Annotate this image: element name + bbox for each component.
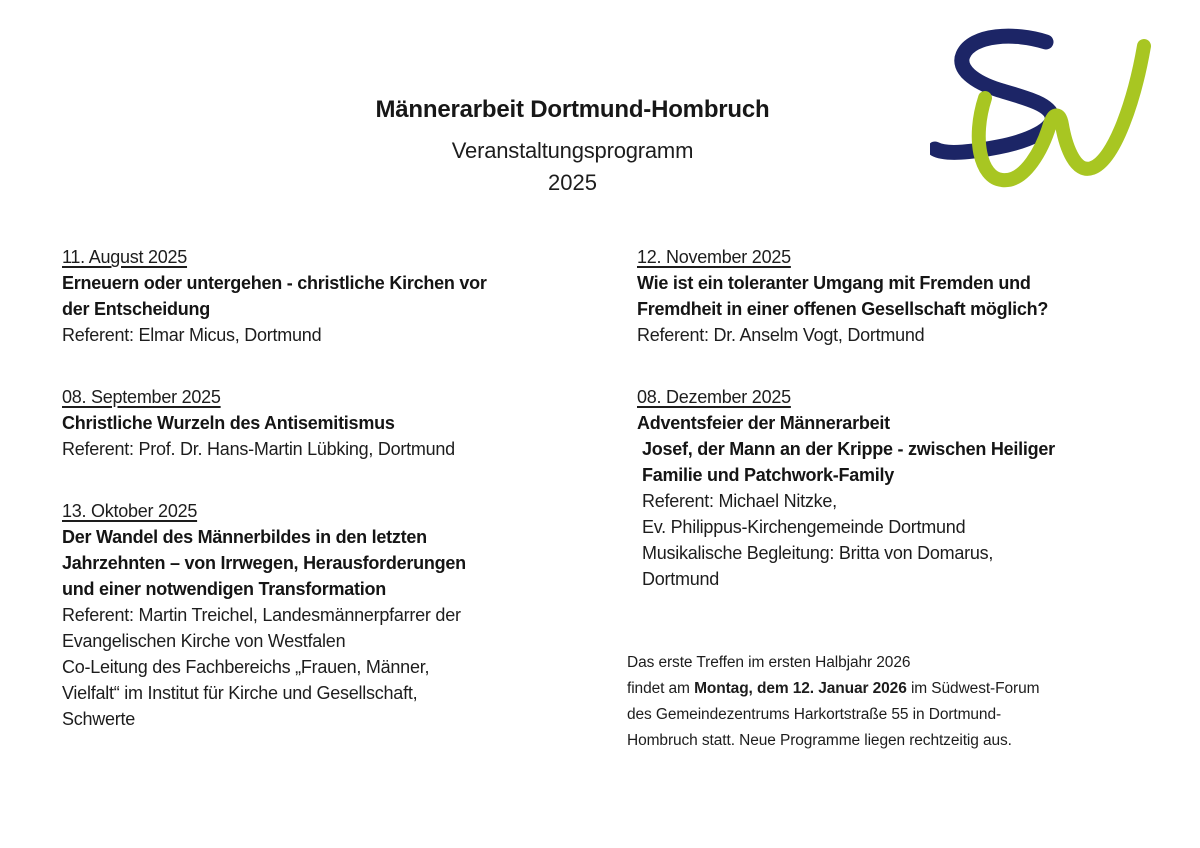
event-september	[62, 384, 622, 462]
note-line: des Gemeindezentrums Harkortstraße 55 in Dortmund-	[627, 706, 1002, 723]
event-date	[637, 244, 1197, 270]
event-dezember	[637, 384, 1197, 592]
events-column-left	[62, 244, 622, 768]
events-column-right	[637, 244, 1197, 628]
next-meeting-note	[627, 650, 1187, 754]
page-title: Männerarbeit Dortmund-Hombruch	[375, 96, 770, 123]
event-title-line: Der Wandel des Männerbildes in den letzten	[62, 527, 427, 547]
event-date	[62, 384, 622, 410]
event-august	[62, 244, 622, 348]
event-date-text: 11. August 2025	[62, 247, 188, 267]
note-text: findet am	[627, 680, 695, 697]
event-title-line: Fremdheit in einer offenen Gesellschaft möglich?	[637, 299, 1049, 319]
event-title-line: Erneuern oder untergehen - christliche Kirchen vor	[62, 273, 487, 293]
event-detail-line: Referent: Michael Nitzke,	[642, 491, 837, 511]
event-detail-line: Dortmund	[642, 569, 720, 589]
note-line: Hombruch statt. Neue Programme liegen rechtzeitig aus.	[627, 732, 1012, 749]
event-date	[62, 244, 622, 270]
program-year: 2025	[548, 170, 597, 195]
event-title-line: Wie ist ein toleranter Umgang mit Fremden und	[637, 273, 1031, 293]
event-date	[62, 498, 622, 524]
event-detail-line: Evangelischen Kirche von Westfalen	[62, 631, 346, 651]
event-title-line: Christliche Wurzeln des Antisemitismus	[62, 413, 395, 433]
event-title-line: Josef, der Mann an der Krippe - zwischen Heiliger	[642, 439, 1055, 459]
event-detail-line: Schwerte	[62, 709, 136, 729]
event-title-line: Familie und Patchwork-Family	[642, 465, 895, 485]
event-title-line: Adventsfeier der Männerarbeit	[637, 413, 890, 433]
event-date-text: 12. November 2025	[637, 247, 791, 267]
event-detail-line: Co-Leitung des Fachbereichs „Frauen, Männer,	[62, 657, 430, 677]
event-date-text: 08. Dezember 2025	[637, 387, 791, 407]
event-detail-line: Referent: Dr. Anselm Vogt, Dortmund	[637, 325, 925, 345]
event-detail-line: Vielfalt“ im Institut für Kirche und Gesellschaft,	[62, 683, 418, 703]
page-subtitle: Veranstaltungsprogramm	[451, 138, 694, 163]
event-title-line: und einer notwendigen Transformation	[62, 579, 387, 599]
note-line	[627, 676, 1187, 702]
event-detail-line: Referent: Elmar Micus, Dortmund	[62, 325, 322, 345]
event-date-text: 08. September 2025	[62, 387, 221, 407]
event-detail-line: Referent: Prof. Dr. Hans-Martin Lübking, Dortmund	[62, 439, 455, 459]
event-detail-line: Musikalische Begleitung: Britta von Domarus,	[642, 543, 994, 563]
event-date	[637, 384, 1197, 410]
sw-logo-icon	[930, 26, 1152, 194]
event-date-text: 13. Oktober 2025	[62, 501, 198, 521]
event-title-line: der Entscheidung	[62, 299, 211, 319]
note-line: Das erste Treffen im ersten Halbjahr 2026	[627, 654, 911, 671]
event-november	[637, 244, 1197, 348]
note-text: im Südwest-Forum	[906, 680, 1040, 697]
event-detail-line: Ev. Philippus-Kirchengemeinde Dortmund	[642, 517, 966, 537]
logo-w-stroke	[979, 46, 1144, 180]
event-title-line: Jahrzehnten – von Irrwegen, Herausforderungen	[62, 553, 466, 573]
note-date-bold: Montag, dem 12. Januar 2026	[694, 680, 907, 697]
event-oktober	[62, 498, 622, 732]
logo-s-stroke	[935, 36, 1052, 152]
event-detail-line: Referent: Martin Treichel, Landesmännerpfarrer der	[62, 605, 461, 625]
